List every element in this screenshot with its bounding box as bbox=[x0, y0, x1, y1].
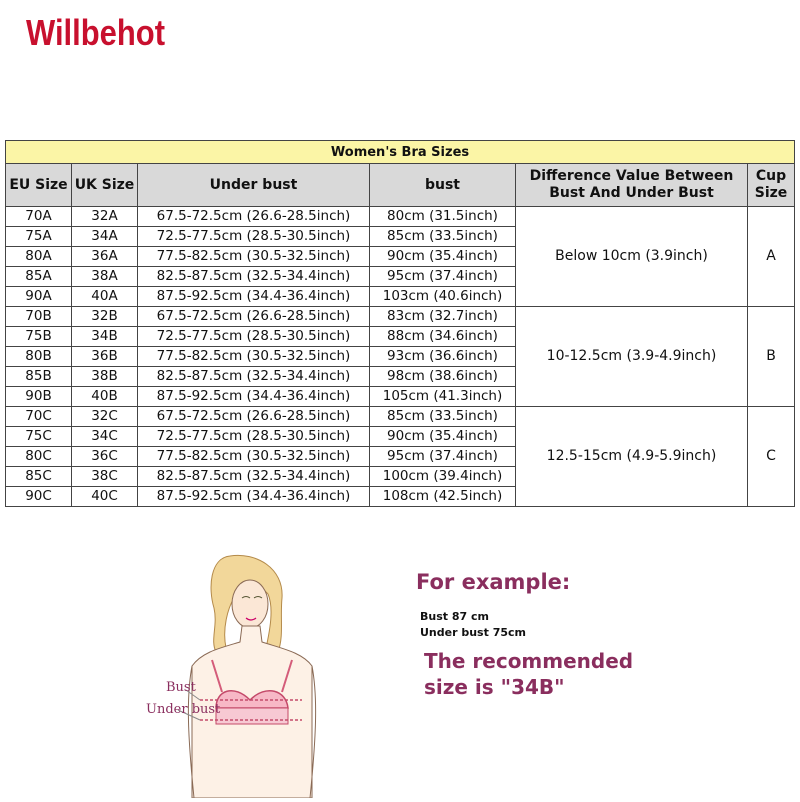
eu-size-cell: 90B bbox=[6, 387, 72, 407]
table-row bbox=[6, 407, 795, 427]
header-under-bust: Under bust bbox=[138, 164, 370, 207]
bust-cell: 88cm (34.6inch) bbox=[370, 327, 516, 347]
under-bust-label: Under bust bbox=[146, 702, 221, 717]
example-underbust-line: Under bust 75cm bbox=[420, 626, 526, 639]
bra-size-table bbox=[5, 140, 795, 507]
eu-size-cell: 70C bbox=[6, 407, 72, 427]
cup-size-cell: A bbox=[748, 207, 795, 307]
eu-size-cell: 85C bbox=[6, 467, 72, 487]
uk-size-cell: 32B bbox=[72, 307, 138, 327]
difference-cell: 10-12.5cm (3.9-4.9inch) bbox=[516, 307, 748, 407]
uk-size-cell: 40A bbox=[72, 287, 138, 307]
bust-cell: 85cm (33.5inch) bbox=[370, 407, 516, 427]
measurement-illustration bbox=[130, 548, 370, 798]
uk-size-cell: 34A bbox=[72, 227, 138, 247]
bust-cell: 80cm (31.5inch) bbox=[370, 207, 516, 227]
eu-size-cell: 70B bbox=[6, 307, 72, 327]
bust-cell: 83cm (32.7inch) bbox=[370, 307, 516, 327]
header-uk-size: UK Size bbox=[72, 164, 138, 207]
under-bust-cell: 77.5-82.5cm (30.5-32.5inch) bbox=[138, 247, 370, 267]
under-bust-cell: 77.5-82.5cm (30.5-32.5inch) bbox=[138, 347, 370, 367]
eu-size-cell: 80C bbox=[6, 447, 72, 467]
uk-size-cell: 32A bbox=[72, 207, 138, 227]
example-bust-line: Bust 87 cm bbox=[420, 610, 489, 623]
bust-cell: 95cm (37.4inch) bbox=[370, 267, 516, 287]
eu-size-cell: 80B bbox=[6, 347, 72, 367]
uk-size-cell: 38A bbox=[72, 267, 138, 287]
uk-size-cell: 36A bbox=[72, 247, 138, 267]
recommendation-line-1: The recommended bbox=[424, 649, 634, 673]
eu-size-cell: 75A bbox=[6, 227, 72, 247]
table-row bbox=[6, 207, 795, 227]
eu-size-cell: 90C bbox=[6, 487, 72, 507]
cup-size-cell: B bbox=[748, 307, 795, 407]
recommendation-line-2: size is "34B" bbox=[424, 675, 565, 699]
bust-cell: 105cm (41.3inch) bbox=[370, 387, 516, 407]
under-bust-cell: 82.5-87.5cm (32.5-34.4inch) bbox=[138, 467, 370, 487]
uk-size-cell: 40C bbox=[72, 487, 138, 507]
eu-size-cell: 70A bbox=[6, 207, 72, 227]
bust-cell: 108cm (42.5inch) bbox=[370, 487, 516, 507]
eu-size-cell: 80A bbox=[6, 247, 72, 267]
woman-bra-measurement-illustration-icon bbox=[130, 548, 370, 798]
under-bust-cell: 67.5-72.5cm (26.6-28.5inch) bbox=[138, 307, 370, 327]
uk-size-cell: 38C bbox=[72, 467, 138, 487]
table-row bbox=[6, 307, 795, 327]
header-cup-size: Cup Size bbox=[748, 164, 795, 207]
uk-size-cell: 40B bbox=[72, 387, 138, 407]
uk-size-cell: 34B bbox=[72, 327, 138, 347]
bust-cell: 85cm (33.5inch) bbox=[370, 227, 516, 247]
under-bust-cell: 77.5-82.5cm (30.5-32.5inch) bbox=[138, 447, 370, 467]
header-eu-size: EU Size bbox=[6, 164, 72, 207]
bust-cell: 98cm (38.6inch) bbox=[370, 367, 516, 387]
under-bust-cell: 87.5-92.5cm (34.4-36.4inch) bbox=[138, 287, 370, 307]
table-title: Women's Bra Sizes bbox=[6, 141, 795, 164]
uk-size-cell: 36B bbox=[72, 347, 138, 367]
brand-logo: Willbehot bbox=[26, 12, 166, 53]
difference-cell: 12.5-15cm (4.9-5.9inch) bbox=[516, 407, 748, 507]
header-difference: Difference Value Between Bust And Under Bust bbox=[516, 164, 748, 207]
under-bust-cell: 82.5-87.5cm (32.5-34.4inch) bbox=[138, 267, 370, 287]
under-bust-cell: 72.5-77.5cm (28.5-30.5inch) bbox=[138, 227, 370, 247]
difference-cell: Below 10cm (3.9inch) bbox=[516, 207, 748, 307]
bust-cell: 103cm (40.6inch) bbox=[370, 287, 516, 307]
cup-size-cell: C bbox=[748, 407, 795, 507]
bust-cell: 93cm (36.6inch) bbox=[370, 347, 516, 367]
under-bust-cell: 72.5-77.5cm (28.5-30.5inch) bbox=[138, 427, 370, 447]
uk-size-cell: 36C bbox=[72, 447, 138, 467]
under-bust-cell: 87.5-92.5cm (34.4-36.4inch) bbox=[138, 487, 370, 507]
uk-size-cell: 32C bbox=[72, 407, 138, 427]
uk-size-cell: 38B bbox=[72, 367, 138, 387]
under-bust-cell: 82.5-87.5cm (32.5-34.4inch) bbox=[138, 367, 370, 387]
under-bust-cell: 67.5-72.5cm (26.6-28.5inch) bbox=[138, 207, 370, 227]
bust-cell: 90cm (35.4inch) bbox=[370, 247, 516, 267]
eu-size-cell: 85B bbox=[6, 367, 72, 387]
eu-size-cell: 75C bbox=[6, 427, 72, 447]
bust-cell: 90cm (35.4inch) bbox=[370, 427, 516, 447]
bust-cell: 100cm (39.4inch) bbox=[370, 467, 516, 487]
header-bust: bust bbox=[370, 164, 516, 207]
example-title: For example: bbox=[416, 570, 571, 594]
under-bust-cell: 72.5-77.5cm (28.5-30.5inch) bbox=[138, 327, 370, 347]
bust-cell: 95cm (37.4inch) bbox=[370, 447, 516, 467]
eu-size-cell: 85A bbox=[6, 267, 72, 287]
under-bust-cell: 87.5-92.5cm (34.4-36.4inch) bbox=[138, 387, 370, 407]
bust-label: Bust bbox=[166, 680, 196, 695]
uk-size-cell: 34C bbox=[72, 427, 138, 447]
eu-size-cell: 75B bbox=[6, 327, 72, 347]
under-bust-cell: 67.5-72.5cm (26.6-28.5inch) bbox=[138, 407, 370, 427]
eu-size-cell: 90A bbox=[6, 287, 72, 307]
